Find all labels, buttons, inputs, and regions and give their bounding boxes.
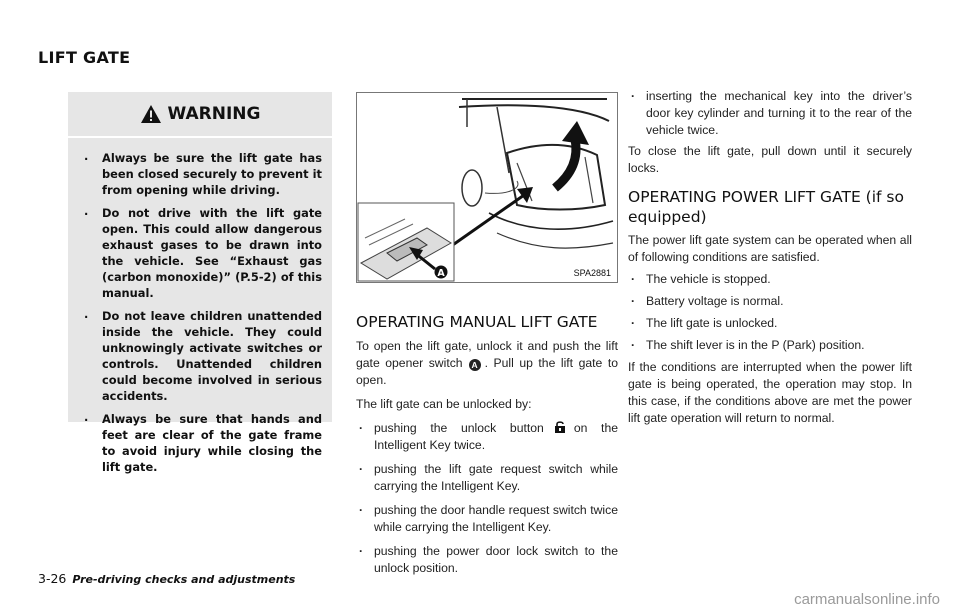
warning-item: . Always be sure that hands and feet are clear of the gate frame to avoid injury while closing the lift gate. [82, 411, 322, 475]
warning-title: WARNING [167, 104, 261, 124]
conditions-list [628, 271, 912, 354]
watermark: carmanualsonline.info [794, 591, 940, 608]
page-number: 3-26 [38, 571, 67, 586]
manual-heading: OPERATING MANUAL LIFT GATE [356, 313, 598, 331]
lift-gate-illustration [356, 92, 618, 283]
power-intro: The power lift gate system can be operated when all of following conditions are satisfied. [628, 233, 912, 264]
warning-list [68, 138, 332, 475]
unlock-methods-list-cont [628, 88, 912, 139]
section-name: Pre-driving checks and adjustments [72, 573, 296, 586]
unlock-methods-list [356, 420, 618, 577]
page-footer [38, 571, 295, 586]
warning-item: . Always be sure the lift gate has been closed securely to prevent it from opening while driving. [82, 150, 322, 198]
power-heading: OPERATING POWER LIFT GATE (if so equipped) [628, 188, 904, 226]
callout-a: A [437, 268, 445, 279]
unlock-key-icon [554, 421, 568, 433]
warning-header [68, 92, 332, 138]
warning-triangle-icon [140, 104, 162, 124]
list-item: . pushing the lift gate request switch while carrying the Intelligent Key. [356, 461, 618, 495]
list-item: . pushing the door handle request switch twice while carrying the Intelligent Key. [356, 502, 618, 536]
manual-lift-gate-section [356, 312, 618, 577]
list-item: . The shift lever is in the P (Park) position. [628, 337, 912, 354]
interrupt-note: If the conditions are interrupted when the power lift gate is being operated, the operation may stop. In this case, if the conditions above are met the power lift gate operation will return to normal. [628, 360, 912, 425]
warning-item: . Do not drive with the lift gate open. This could allow dangerous exhaust gases to be drawn into the vehicle. See “Exhaust gas (carbon monoxide)” (P.5-2) of this manual. [82, 205, 322, 301]
figure-caption: SPA2881 [573, 268, 611, 278]
list-item: . pushing the power door lock switch to the unlock position. [356, 543, 618, 577]
warning-item: . Do not leave children unattended inside the vehicle. They could unknowingly activate switches or controls. Unattended children could become involved in serious accidents. [82, 308, 322, 404]
manual-para-open: To open the lift gate, unlock it and push the lift gate opener switch A . Pull up the lift gate to open. [356, 339, 618, 387]
page-title: LIFT GATE [38, 48, 131, 67]
list-item: . inserting the mechanical key into the driver’s door key cylinder and turning it to the rear of the vehicle twice. [628, 88, 912, 139]
list-item: . The vehicle is stopped. [628, 271, 912, 288]
list-item: . Battery voltage is normal. [628, 293, 912, 310]
right-column [628, 88, 912, 427]
lift-gate-drawing [357, 93, 617, 282]
warning-box [68, 92, 332, 474]
manual-para-unlock: The lift gate can be unlocked by: [356, 397, 532, 411]
list-item: . The lift gate is unlocked. [628, 315, 912, 332]
list-item: . pushing the unlock button on the Intelligent Key twice. [356, 420, 618, 454]
callout-a-marker: A [469, 359, 481, 371]
close-instructions: To close the lift gate, pull down until it securely locks. [628, 144, 912, 175]
